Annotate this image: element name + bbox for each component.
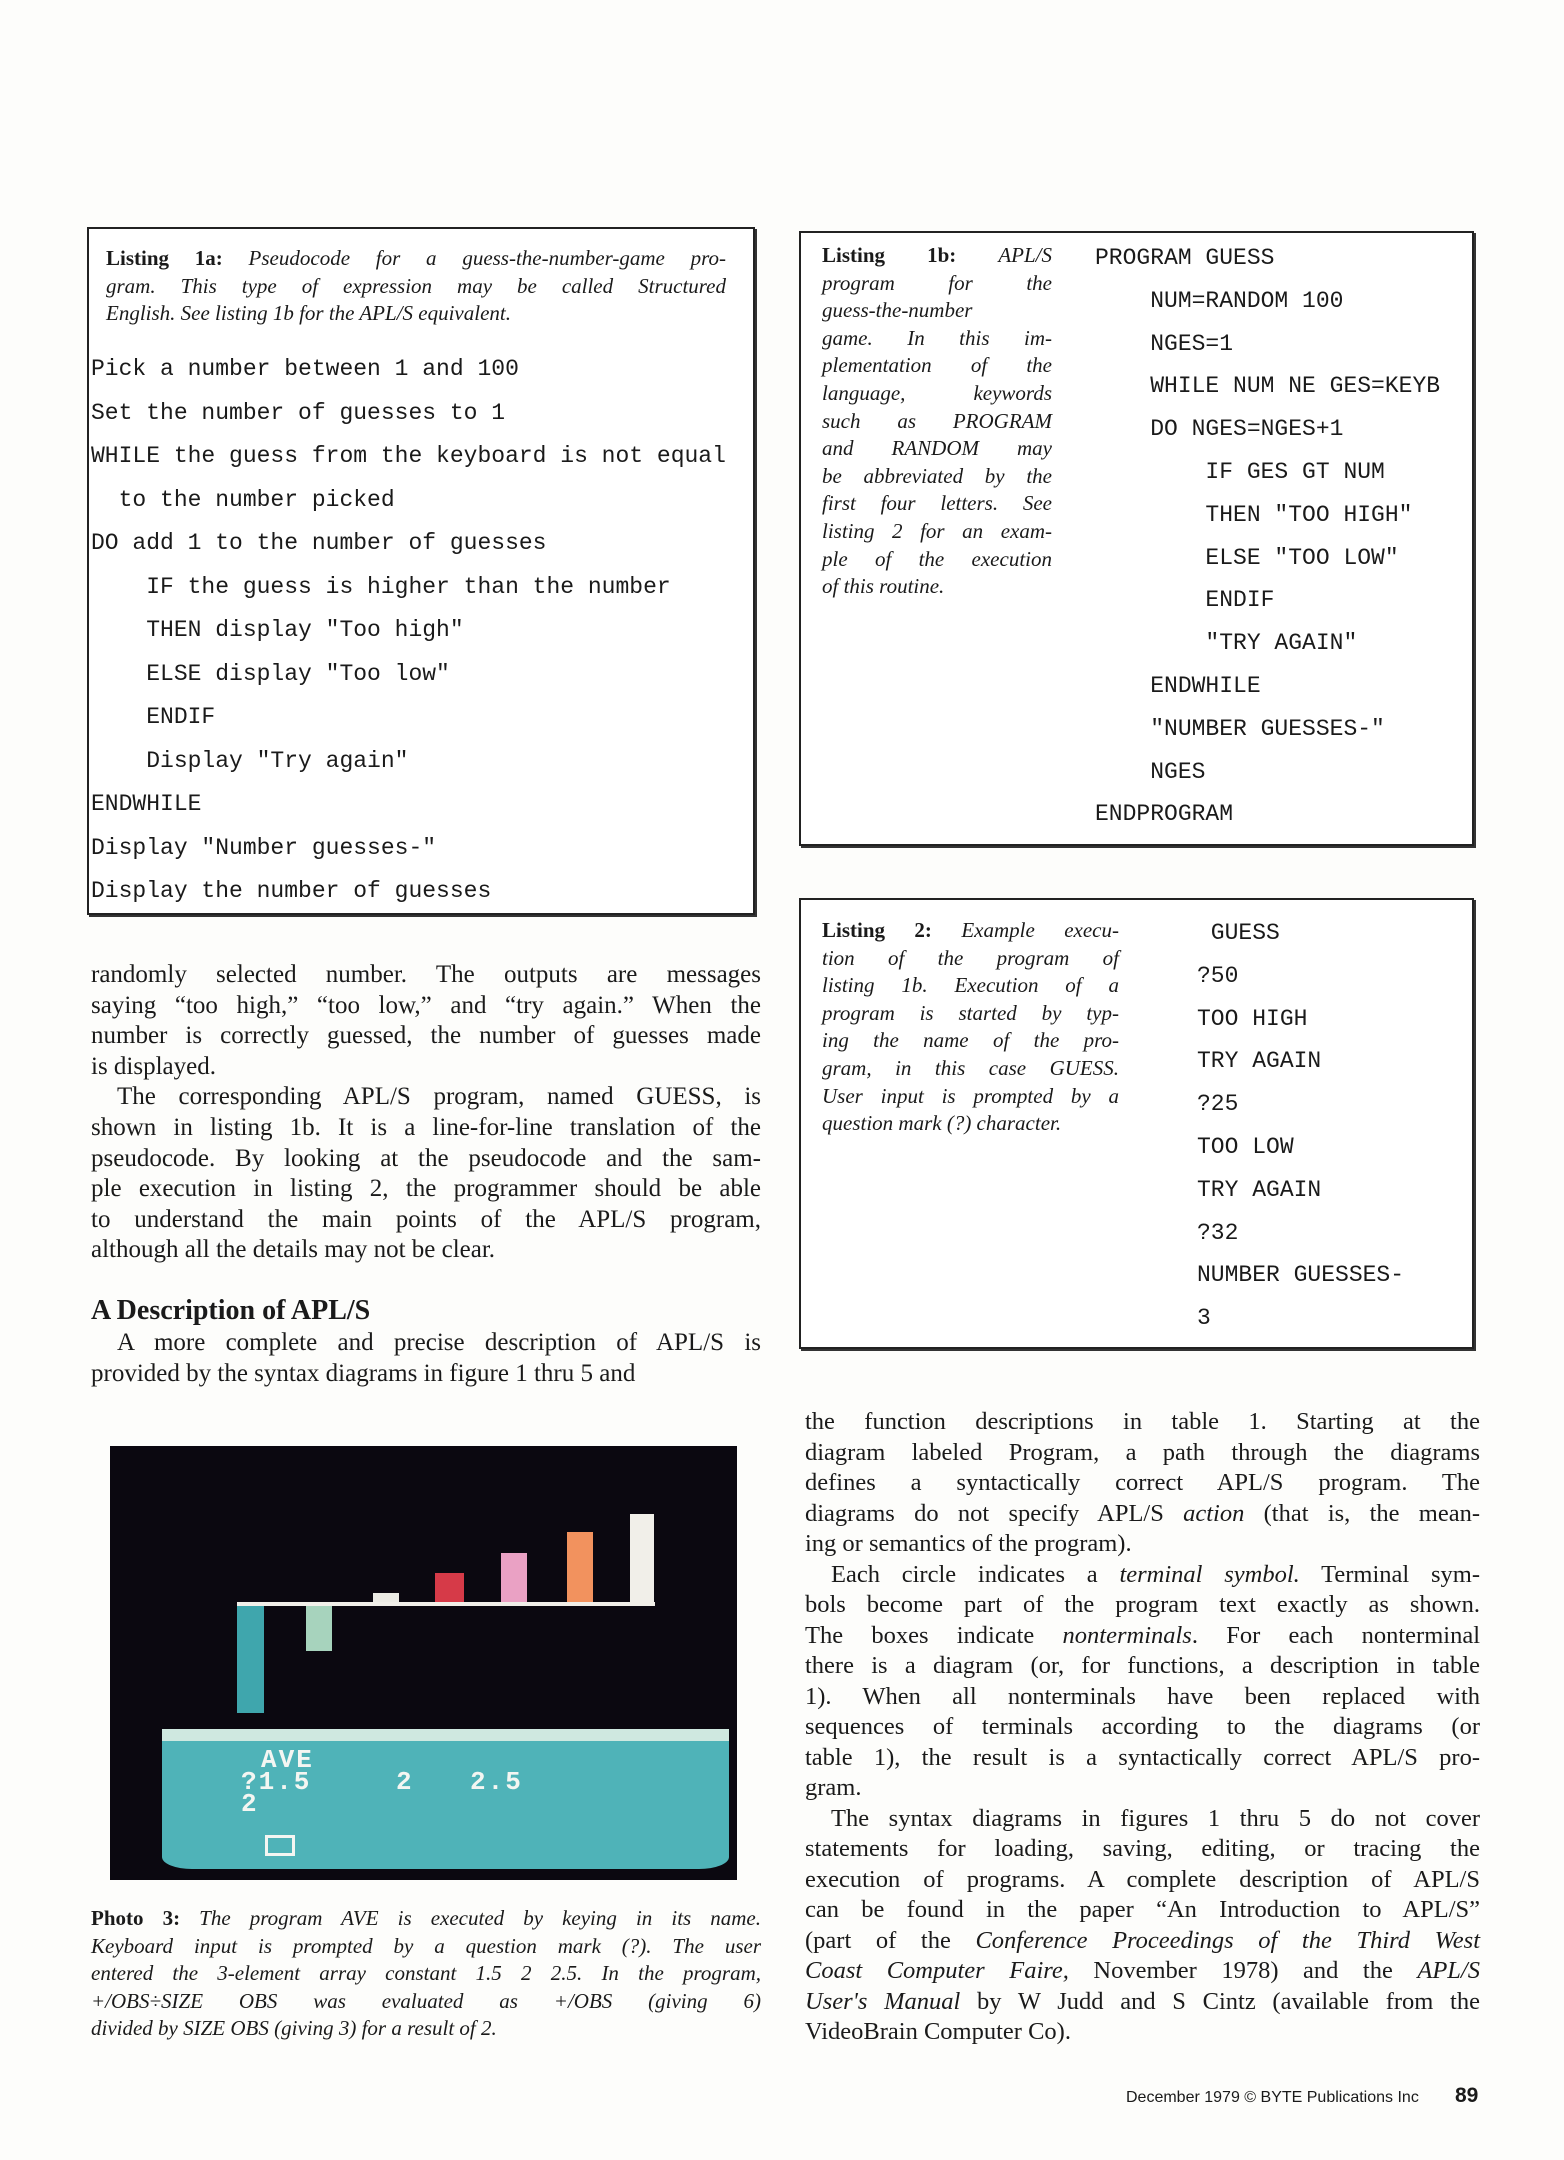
- caption-label: Listing 2:: [822, 918, 962, 942]
- listing-1a: [87, 227, 755, 915]
- page-number: 89: [1455, 2084, 1479, 2107]
- text-line: VideoBrain Computer Co).: [805, 2018, 1071, 2045]
- cursor-icon: [265, 1835, 295, 1856]
- caption-line: +/OBS÷SIZE OBS was evaluated as +/OBS (giving 6): [91, 1988, 761, 2013]
- caption-label: Photo 3:: [91, 1906, 200, 1930]
- bar-7: [630, 1514, 654, 1602]
- text-line: [805, 1956, 1480, 1987]
- text-line: to understand the main points of the APL/S program,: [91, 1205, 761, 1233]
- listing-1b: [799, 231, 1474, 846]
- text-line: ing or semantics of the program).: [805, 1530, 1132, 1557]
- text-display-area: [162, 1729, 729, 1869]
- code-line: TOO LOW: [1197, 1133, 1294, 1160]
- code-line: DO add 1 to the number of guesses: [91, 530, 547, 556]
- text-line: [805, 1560, 1480, 1591]
- text-line: statements for loading, saving, editing, or tracing the: [805, 1835, 1480, 1862]
- caption-line: ing the name of the pro-: [822, 1028, 1119, 1053]
- code-line: Pick a number between 1 and 100: [91, 356, 519, 382]
- text-line: [805, 1499, 1480, 1530]
- bar-3: [373, 1593, 399, 1602]
- italic-text: terminal symbol.: [1119, 1560, 1300, 1588]
- code-line: Display the number of guesses: [91, 878, 492, 904]
- bar-chart-baseline: [237, 1602, 655, 1606]
- text-run: The boxes indicate: [805, 1621, 1063, 1649]
- text-line: gram.: [805, 1774, 862, 1801]
- text-run: . For each nonterminal: [1191, 1621, 1480, 1649]
- code-line: ENDIF: [91, 704, 216, 730]
- italic-text: action: [1183, 1499, 1245, 1527]
- code-line: ENDWHILE: [91, 791, 202, 817]
- screen-top-stripe: [162, 1729, 729, 1741]
- caption-line: [91, 1905, 761, 1933]
- code-line: Set the number of guesses to 1: [91, 399, 506, 426]
- text-line: diagram labeled Program, a path through the diagrams: [805, 1438, 1480, 1466]
- text-line: pseudocode. By looking at the pseudocode and the sam-: [91, 1144, 761, 1172]
- code-line: ELSE "TOO LOW": [1095, 544, 1399, 571]
- caption-line: [822, 917, 1119, 945]
- listing-2: [799, 898, 1474, 1349]
- caption-line: English. See listing 1b for the APL/S equivalent.: [106, 301, 511, 326]
- caption-line: divided by SIZE OBS (giving 3) for a result of 2.: [91, 2016, 497, 2041]
- text-run: diagrams do not specify APL/S: [805, 1499, 1184, 1527]
- screen-input-2: 2: [396, 1767, 414, 1797]
- text-run: November 1978) and the: [1068, 1957, 1418, 1984]
- caption-line: language, keywords: [822, 380, 1052, 405]
- listing-2-caption: [822, 917, 1119, 1138]
- bar-5: [501, 1553, 527, 1602]
- code-line: IF GES GT NUM: [1095, 458, 1385, 485]
- code-line: PROGRAM GUESS: [1095, 245, 1275, 271]
- caption-line: listing 1b. Execution of a: [822, 973, 1119, 998]
- code-line: Display "Number guesses-": [91, 834, 437, 861]
- code-line: TOO HIGH: [1197, 1005, 1308, 1032]
- code-line: NGES: [1095, 758, 1206, 785]
- code-line: NUM=RANDOM 100: [1095, 287, 1344, 314]
- section-heading: A Description of APL/S: [91, 1294, 371, 1326]
- bar-2: [306, 1606, 332, 1651]
- code-line: DO NGES=NGES+1: [1095, 416, 1344, 443]
- text-line: table 1), the result is a syntactically correct APL/S pro-: [805, 1743, 1480, 1771]
- code-line: GUESS: [1197, 920, 1280, 946]
- caption-line: program for the: [822, 270, 1052, 295]
- italic-text: APL/S: [998, 243, 1052, 267]
- left-column-text: [91, 960, 761, 1389]
- text-line: sequences of terminals according to the diagrams (or: [805, 1713, 1480, 1740]
- italic-text: Coast Computer Faire,: [805, 1957, 1069, 1984]
- text-line: provided by the syntax diagrams in figure 1 thru 5 and: [91, 1359, 636, 1387]
- code-line: ENDIF: [1095, 587, 1275, 614]
- text-line: The corresponding APL/S program, named GUESS, is: [117, 1083, 761, 1111]
- caption-label: Listing 1a:: [106, 246, 249, 270]
- caption-line: such as PROGRAM: [822, 408, 1052, 433]
- photo-3-crt-screen: [110, 1446, 737, 1880]
- bar-6: [567, 1532, 593, 1602]
- text-line: [805, 1926, 1480, 1957]
- text-run: Each circle indicates a: [831, 1560, 1120, 1588]
- text-line: although all the details may not be clear.: [91, 1236, 496, 1264]
- caption-line: ple of the execution: [822, 546, 1052, 571]
- italic-text: Example execu-: [961, 918, 1120, 942]
- listing-1a-code: [91, 348, 726, 914]
- caption-line: be abbreviated by the: [822, 463, 1052, 488]
- code-line: Display "Try again": [91, 747, 409, 774]
- text-line: [805, 1621, 1480, 1652]
- bar-4: [435, 1573, 464, 1602]
- caption-line: plementation of the: [822, 353, 1052, 378]
- caption-line: tion of the program of: [822, 945, 1119, 970]
- caption-line: [822, 242, 1052, 270]
- caption-line: game. In this im-: [822, 325, 1052, 350]
- photo-3-caption: [91, 1905, 761, 2043]
- text-line: shown in listing 1b. It is a line-for-line translation of the: [91, 1113, 761, 1141]
- text-line: is displayed.: [91, 1052, 216, 1080]
- left-paragraphs: [91, 960, 761, 1266]
- code-line: THEN "TOO HIGH": [1095, 501, 1413, 528]
- code-line: ENDWHILE: [1095, 672, 1261, 699]
- text-line: [805, 1987, 1480, 2018]
- text-run: by W Judd and S Cintz (available from the: [960, 1987, 1480, 2015]
- code-line: THEN display "Too high": [91, 617, 464, 643]
- text-line: execution of programs. A complete description of APL/S: [805, 1865, 1480, 1893]
- caption-line: question mark (?) character.: [822, 1111, 1062, 1136]
- italic-text: APL/S: [1417, 1957, 1480, 1984]
- caption-line: [106, 245, 726, 273]
- code-line: WHILE the guess from the keyboard is not equal: [91, 443, 726, 469]
- text-line: there is a diagram (or, for functions, a description in table: [805, 1652, 1480, 1679]
- code-line: TRY AGAIN: [1197, 1176, 1322, 1203]
- italic-text: Pseudocode for a guess-the-number-game pro-: [248, 246, 726, 270]
- code-line: ENDPROGRAM: [1095, 801, 1234, 828]
- code-line: WHILE NUM NE GES=KEYB: [1095, 373, 1441, 400]
- listing-1b-caption: [822, 242, 1052, 601]
- screen-program-name: AVE: [261, 1745, 314, 1775]
- text-line: the function descriptions in table 1. Starting at the: [805, 1408, 1480, 1435]
- left-paragraphs-after-heading: [91, 1328, 761, 1389]
- listing-1b-code: [1095, 237, 1440, 836]
- italic-text: User's Manual: [805, 1987, 961, 2015]
- caption-line: guess-the-number: [822, 298, 973, 323]
- text-run: (that is, the mean-: [1244, 1499, 1480, 1527]
- text-line: A more complete and precise description of APL/S is: [117, 1328, 761, 1356]
- code-line: ?50: [1197, 962, 1239, 989]
- caption-line: listing 2 for an exam-: [822, 518, 1052, 543]
- caption-line: User input is prompted by a: [822, 1083, 1119, 1108]
- text-line: number is correctly guessed, the number of guesses made: [91, 1022, 761, 1050]
- text-line: bols become part of the program text exactly as shown.: [805, 1591, 1480, 1618]
- code-line: "NUMBER GUESSES-": [1095, 715, 1385, 742]
- text-line: can be found in the paper “An Introduction to APL/S”: [805, 1896, 1480, 1923]
- caption-line: program is started by typ-: [822, 1000, 1119, 1025]
- right-paragraphs: [805, 1407, 1480, 2048]
- caption-label: Listing 1b:: [822, 243, 999, 267]
- caption-line: gram. This type of expression may be called Structured: [106, 273, 726, 298]
- caption-line: Keyboard input is prompted by a question mark (?). The user: [91, 1933, 761, 1958]
- screen-result: 2: [241, 1789, 259, 1819]
- listing-1a-caption: [106, 245, 726, 328]
- code-line: ?25: [1197, 1091, 1239, 1118]
- italic-text: nonterminals: [1062, 1621, 1192, 1649]
- text-line: 1). When all nonterminals have been replaced with: [805, 1682, 1480, 1710]
- caption-line: and RANDOM may: [822, 436, 1052, 461]
- code-line: ELSE display "Too low": [91, 660, 450, 687]
- right-column-text: [805, 1407, 1480, 2048]
- code-line: IF the guess is higher than the number: [91, 573, 671, 600]
- text-line: ple execution in listing 2, the programmer should be able: [91, 1175, 761, 1203]
- code-line: NGES=1: [1095, 330, 1234, 357]
- caption-line: first four letters. See: [822, 491, 1052, 516]
- footer-credit: December 1979 © BYTE Publications Inc: [1126, 2089, 1419, 2106]
- text-line: The syntax diagrams in figures 1 thru 5 do not cover: [831, 1804, 1480, 1832]
- text-line: randomly selected number. The outputs are messages: [91, 961, 761, 988]
- code-line: TRY AGAIN: [1197, 1048, 1322, 1075]
- screen-input-1: ?1.5: [241, 1767, 312, 1797]
- caption-line: of this routine.: [822, 574, 945, 599]
- caption-line: gram, in this case GUESS.: [822, 1055, 1119, 1080]
- listing-2-code: [1197, 912, 1404, 1340]
- text-run: (part of the: [805, 1926, 976, 1954]
- code-line: ?32: [1197, 1219, 1239, 1246]
- code-line: "TRY AGAIN": [1095, 630, 1358, 657]
- text-line: saying “too high,” “too low,” and “try again.” When the: [91, 991, 761, 1019]
- code-line: 3: [1197, 1305, 1211, 1332]
- code-line: NUMBER GUESSES-: [1197, 1262, 1405, 1289]
- text-line: defines a syntactically correct APL/S program. The: [805, 1469, 1480, 1496]
- caption-line: entered the 3-element array constant 1.5 2 2.5. In the program,: [91, 1961, 761, 1986]
- italic-text: The program AVE is executed by keying in its name.: [199, 1906, 762, 1930]
- screen-input-3: 2.5: [470, 1767, 523, 1797]
- italic-text: Conference Proceedings of the Third West: [975, 1926, 1481, 1954]
- text-run: Terminal sym-: [1299, 1560, 1481, 1588]
- bar-1: [237, 1606, 264, 1713]
- code-line: to the number picked: [91, 486, 395, 513]
